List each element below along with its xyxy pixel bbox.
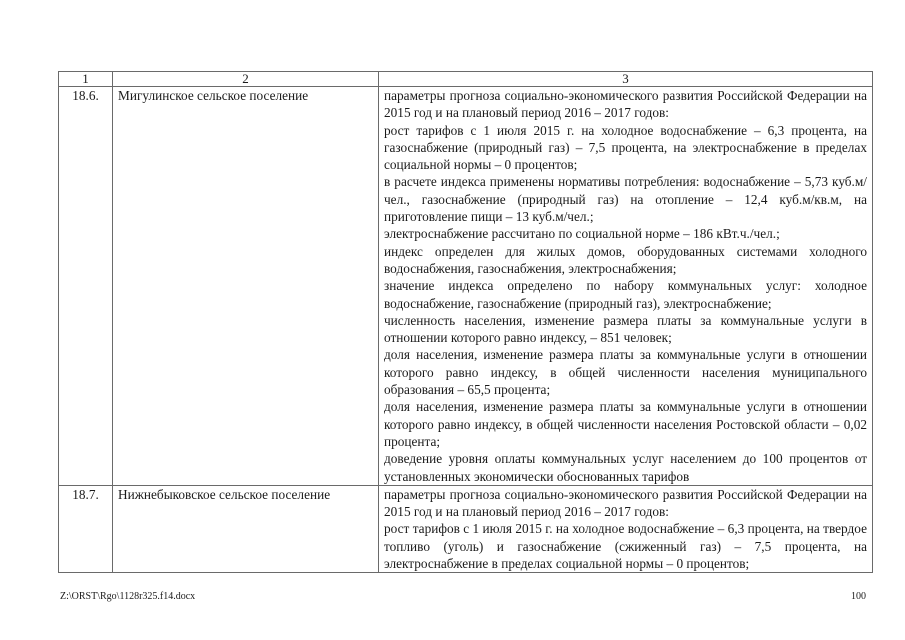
table-row [59,485,873,572]
column-number-3: 3 [379,72,873,87]
row-number: 18.7. [59,485,113,572]
paragraph: численность населения, изменение размера платы за коммунальные услуги в отношении которого равно индексу, – 851 человек; [384,312,867,346]
column-number-2: 2 [113,72,379,87]
column-number-1: 1 [59,72,113,87]
row-description [379,87,873,486]
paragraph: параметры прогноза социально-экономического развития Российской Федерации на 2015 год и на плановый период 2016 – 2017 годов: [384,88,867,121]
row-number: 18.6. [59,87,113,486]
row-description [379,485,873,572]
paragraph: доля населения, изменение размера платы за коммунальные услуги в отношении которого равно индексу, в общей численности населения муниципального образования – 65,5 процента; [384,347,867,398]
paragraph: электроснабжение рассчитано по социальной норме – 186 кВт.ч./чел.; [384,226,780,242]
footer-file-path: Z:\ORST\Rgo\1128r325.f14.docx [60,591,196,602]
paragraph: значение индекса определено по набору коммунальных услуг: холодное водоснабжение, газоснабжение (природный газ), электроснабжение; [384,278,867,311]
paragraph: индекс определен для жилых домов, оборудованных системами холодного водоснабжения, газоснабжения, электроснабжения; [384,243,867,276]
paragraph: доля населения, изменение размера платы за коммунальные услуги в отношении которого равно индексу, в общей численности населения Ростовской области – 0,02 процента; [384,399,867,449]
settlement-name: Нижнебыковское сельское поселение [113,485,379,572]
document-table [58,71,873,573]
paragraph: в расчете индекса применены нормативы потребления: водоснабжение – 5,73 куб.м/чел., газоснабжение (природный газ) на отопление – 12,4 куб.м/кв.м, на приготовление пищи – 13 куб.м/чел.; [384,174,867,225]
table-header-row [59,72,873,87]
table-row [59,87,873,486]
page-number: 100 [851,591,866,602]
paragraph: доведение уровня оплаты коммунальных услуг населением до 100 процентов от установленных экономически обоснованных тарифов [384,451,867,484]
paragraph: рост тарифов с 1 июля 2015 г. на холодное водоснабжение – 6,3 процента, на газоснабжение (природный газ) – 7,5 процента, на электроснабжение в пределах социальной нормы – 0 процентов; [384,122,867,173]
paragraph: рост тарифов с 1 июля 2015 г. на холодное водоснабжение – 6,3 процента, на твердое топливо (уголь) и газоснабжение (сжиженный газ) – 7,5 процента, на электроснабжение в пределах социальной нормы – 0 процентов; [384,521,867,572]
settlement-name: Мигулинское сельское поселение [113,87,379,486]
paragraph: параметры прогноза социально-экономического развития Российской Федерации на 2015 год и на плановый период 2016 – 2017 годов: [384,486,867,520]
